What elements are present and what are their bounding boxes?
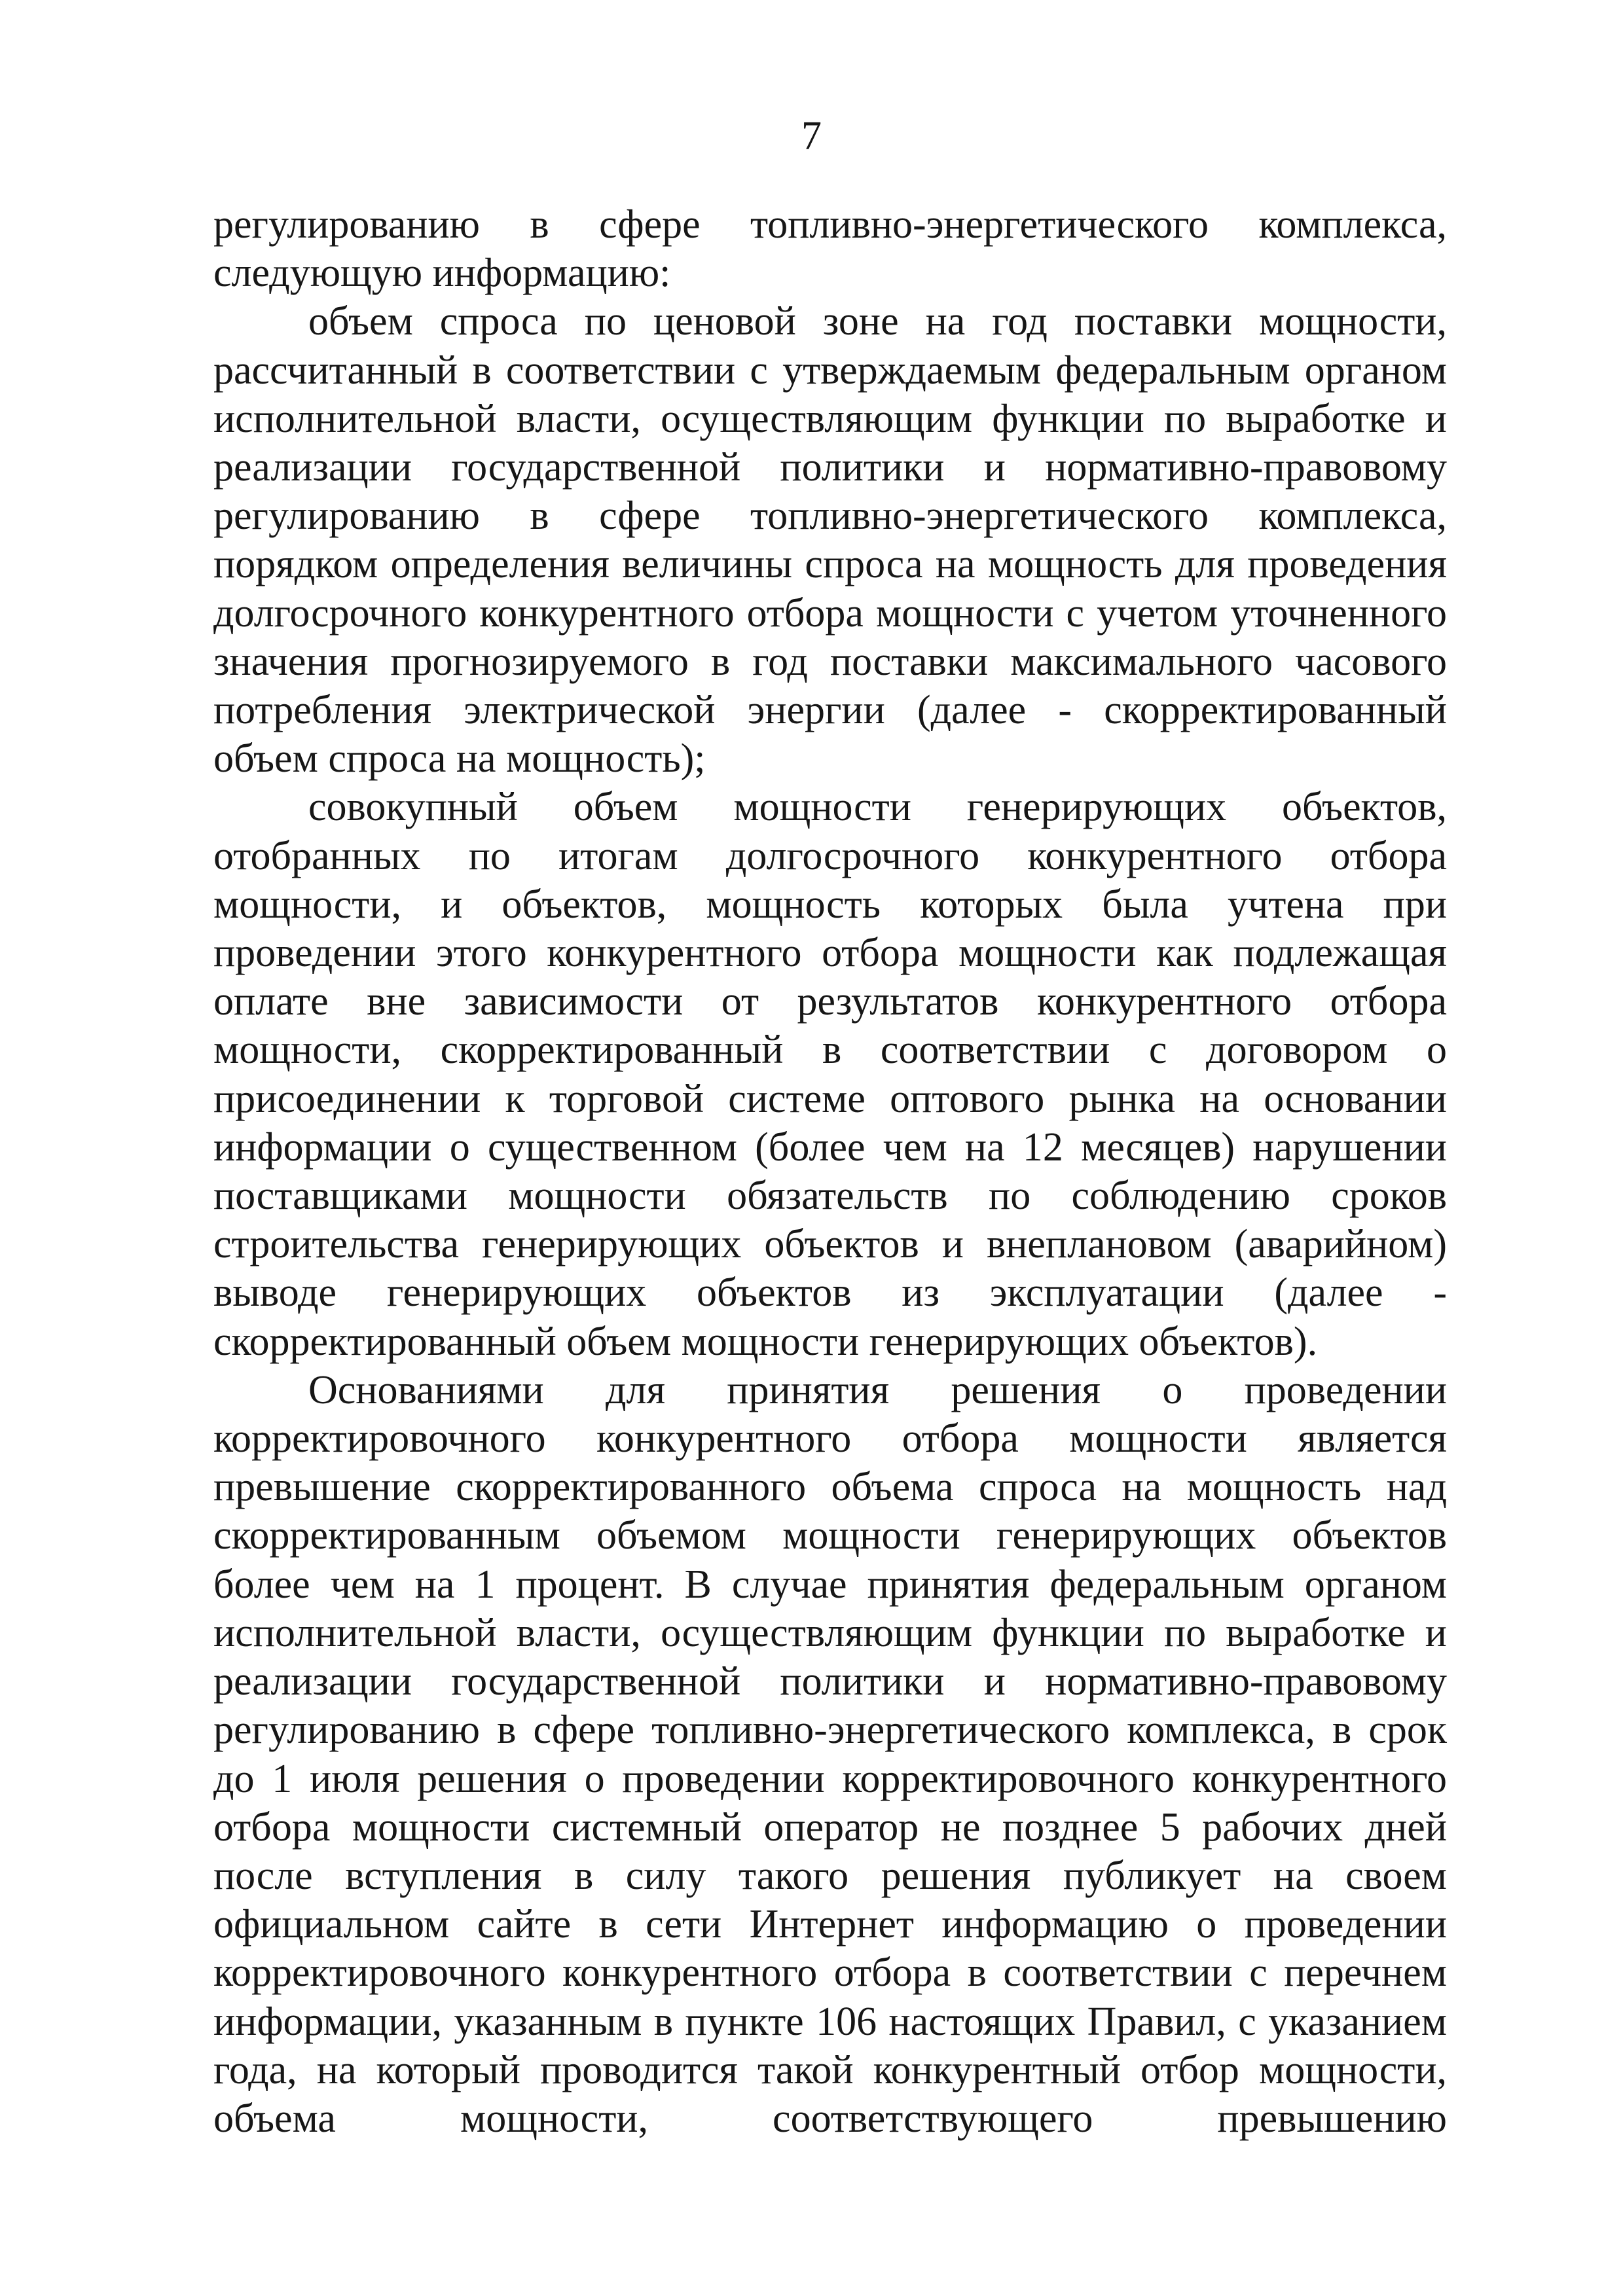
- paragraph-continuation: регулированию в сфере топливно-энергетического комплекса, следующую информацию:: [213, 202, 1447, 296]
- paragraph-correction-grounds: Основаниями для принятия решения о проведении корректировочного конкурентного отбора мощности является превышение скорректированного объема спроса на мощность над скорректированным объемом мощности генерирующих объектов более чем на 1 процент. В случае принятия федеральным органом исполнительной власти, осуществляющим функции по выработке и реализации государственной политики и нормативно-правовому регулированию в сфере топливно-энергетического комплекса, в срок до 1 июля решения о проведении корректировочного конкурентного отбора мощности системный оператор не позднее 5 рабочих дней после вступления в силу такого решения публикует на своем официальном сайте в сети Интернет информацию о проведении корректировочного конкурентного отбора в соответствии с перечнем информации, указанным в пункте 106 настоящих Правил, с указанием года, на который проводится такой конкурентный отбор мощности, объема мощности, соответствующего превышению: [213, 1367, 1447, 2141]
- page-number: 7: [801, 114, 822, 158]
- paragraph-demand-volume: объем спроса по ценовой зоне на год поставки мощности, рассчитанный в соответствии с утверждаемым федеральным органом исполнительной власти, осуществляющим функции по выработке и реализации государственной политики и нормативно-правовому регулированию в сфере топливно-энергетического комплекса, порядком определения величины спроса на мощность для проведения долгосрочного конкурентного отбора мощности с учетом уточненного значения прогнозируемого в год поставки максимального часового потребления электрической энергии (далее - скорректированный объем спроса на мощность);: [213, 299, 1447, 781]
- paragraph-generation-capacity: совокупный объем мощности генерирующих объектов, отобранных по итогам долгосрочного конкурентного отбора мощности, и объектов, мощность которых была учтена при проведении этого конкурентного отбора мощности как подлежащая оплате вне зависимости от результатов конкурентного отбора мощности, скорректированный в соответствии с договором о присоединении к торговой системе оптового рынка на основании информации о существенном (более чем на 12 месяцев) нарушении поставщиками мощности обязательств по соблюдению сроков строительства генерирующих объектов и внеплановом (аварийном) выводе генерирующих объектов из эксплуатации (далее - скорректированный объем мощности генерирующих объектов).: [213, 785, 1447, 1364]
- document-body: [213, 200, 1447, 2143]
